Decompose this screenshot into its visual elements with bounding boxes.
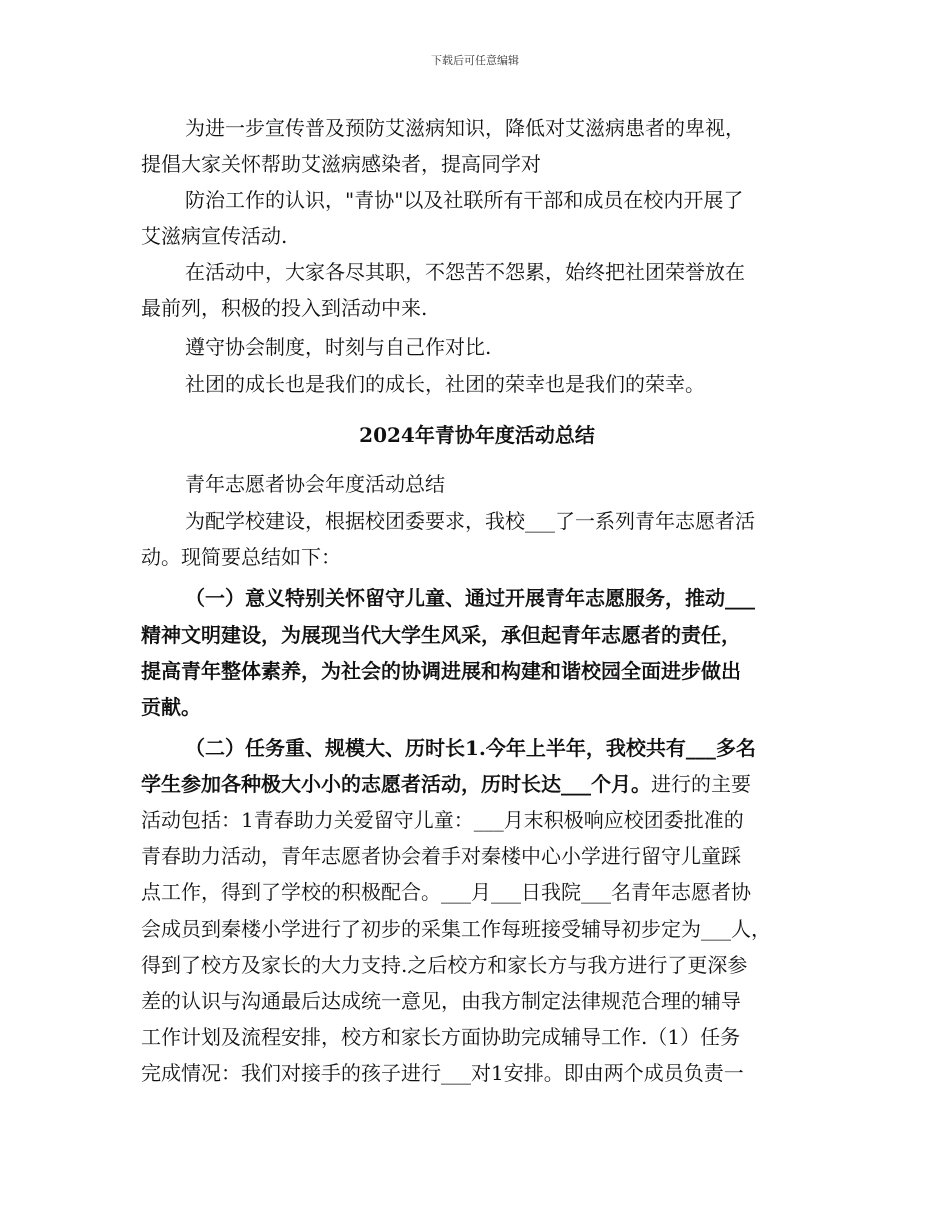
- paragraph-line: 防治工作的认识，"青协"以及社联所有干部和成员在校内开展了: [185, 188, 744, 212]
- paragraph-line: 社团的成长也是我们的成长，社团的荣幸也是我们的荣幸。: [185, 372, 705, 396]
- paragraph-line: 点工作，得到了学校的积极配合。___月___日我院___名青年志愿者协: [141, 880, 751, 904]
- normal-text: 进行的主要: [651, 772, 751, 796]
- paragraph-line: 为进一步宣传普及预防艾滋病知识，降低对艾滋病患者的卑视，: [185, 116, 745, 140]
- paragraph-line-bold: 精神文明建设，为展现当代大学生风采，承但起青年志愿者的责任，: [141, 623, 741, 647]
- bold-text: 学生参加各种极大小小的志愿者活动，历时长达___个月。: [141, 772, 651, 796]
- paragraph-line: 工作计划及流程安排，校方和家长方面协助完成辅导工作.（1）任务: [141, 1025, 741, 1049]
- bold-text: （二）任务重、规模大、历时长1.今年上半年，我校共有___多名: [185, 736, 756, 760]
- paragraph-line: 动。现简要总结如下：: [141, 545, 341, 569]
- paragraph-line: 提倡大家关怀帮助艾滋病感染者，提高同学对: [141, 152, 541, 176]
- paragraph-line: 得到了校方及家长的大力支持.之后校方和家长方与我方进行了更深参: [141, 953, 748, 977]
- paragraph-line: 活动包括：1青春助力关爱留守儿童：___月末积极响应校团委批准的: [141, 808, 744, 832]
- page-header: 下载后可任意编辑: [431, 54, 519, 67]
- paragraph-line: 艾滋病宣传活动.: [141, 224, 288, 248]
- paragraph-line: 遵守协会制度，时刻与自己作对比.: [185, 335, 492, 359]
- paragraph-line: 为配学校建设，根据校团委要求，我校___了一系列青年志愿者活: [185, 509, 755, 533]
- paragraph-line-bold: 提高青年整体素养，为社会的协调进展和构建和谐校园全面进步做出: [141, 659, 741, 683]
- paragraph-line-bold: 贡献。: [141, 695, 201, 719]
- paragraph-line: 最前列，积极的投入到活动中来.: [141, 296, 428, 320]
- paragraph-line-bold: （一）意义特别关怀留守儿童、通过开展青年志愿服务，推动___: [185, 586, 755, 610]
- paragraph-line: 完成情况：我们对接手的孩子进行___对1安排。即由两个成员负责一: [141, 1061, 744, 1085]
- paragraph-line: 在活动中，大家各尽其职，不怨苦不怨累，始终把社团荣誉放在: [185, 260, 745, 284]
- paragraph-line: 差的认识与沟通最后达成统一意见，由我方制定法律规范合理的辅导: [141, 989, 741, 1013]
- paragraph-line: 会成员到秦楼小学进行了初步的采集工作每班接受辅导初步定为___人，: [141, 917, 771, 941]
- paragraph-line-mixed: [141, 769, 813, 799]
- paragraph-line: 青年志愿者协会年度活动总结: [185, 472, 445, 496]
- paragraph-line-mixed: [141, 733, 857, 763]
- paragraph-line: 青春助力活动，青年志愿者协会着手对秦楼中心小学进行留守儿童踩: [141, 844, 741, 868]
- section-title: 2024年青协年度活动总结: [359, 423, 595, 447]
